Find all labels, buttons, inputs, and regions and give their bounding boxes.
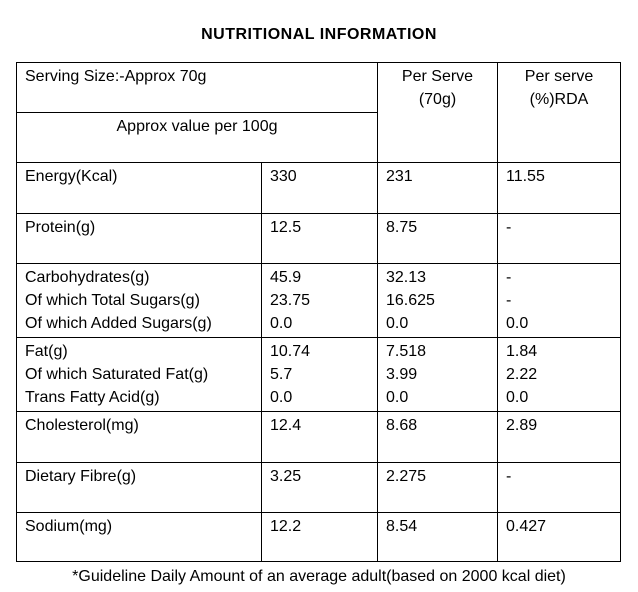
cell-line: Per serve: [524, 68, 594, 85]
per-100g-value-cell: [262, 214, 378, 264]
row-label-cell: [17, 264, 262, 338]
table-row-sodium: [17, 513, 621, 562]
cell-line: 0.0: [506, 389, 529, 406]
row-label-cell: [17, 513, 262, 562]
cell-line: -: [506, 292, 512, 309]
header-row-1: [17, 63, 621, 113]
cell-line: 330: [270, 168, 297, 185]
cell-line: -: [506, 468, 512, 485]
per-serve-value-cell: [378, 163, 498, 214]
rda-value-cell: [498, 163, 621, 214]
guideline-footnote: *Guideline Daily Amount of an average adult(based on 2000 kcal diet): [72, 568, 566, 585]
table-row-protein: [17, 214, 621, 264]
per-100g-value-cell: [262, 163, 378, 214]
nutrition-table: [16, 62, 621, 562]
table-row-energy: [17, 163, 621, 214]
per-serve-value-cell: [378, 264, 498, 338]
cell-line: Cholesterol(mg): [25, 417, 139, 434]
cell-line: 0.0: [386, 389, 409, 406]
cell-line: 8.68: [386, 417, 418, 434]
rda-value-cell: [498, 338, 621, 412]
per-serve-value-cell: [378, 214, 498, 264]
table-row-cholesterol: [17, 412, 621, 463]
rda-value-cell: [498, 513, 621, 562]
cell-line: 12.2: [270, 518, 302, 535]
cell-line: 0.0: [506, 315, 529, 332]
cell-line: 0.427: [506, 518, 547, 535]
per-100g-value-cell: [262, 463, 378, 513]
cell-line: 2.22: [506, 366, 538, 383]
table-row-carbohydrates: [17, 264, 621, 338]
rda-value-cell: [498, 463, 621, 513]
cell-line: Carbohydrates(g): [25, 269, 150, 286]
cell-line: Energy(Kcal): [25, 168, 118, 185]
cell-line: -: [506, 219, 512, 236]
cell-line: 5.7: [270, 366, 293, 383]
page-title: NUTRITIONAL INFORMATION: [201, 26, 437, 43]
cell-line: Of which Saturated Fat(g): [25, 366, 209, 383]
cell-line: 10.74: [270, 343, 311, 360]
row-label-cell: [17, 412, 262, 463]
per-serve-value-cell: [378, 412, 498, 463]
cell-line: 12.4: [270, 417, 302, 434]
cell-line: 8.75: [386, 219, 418, 236]
approx-value-header-cell: Approx value per 100g: [17, 113, 378, 163]
cell-line: 2.89: [506, 417, 538, 434]
table-row-dietary-fibre: [17, 463, 621, 513]
cell-line: Of which Added Sugars(g): [25, 315, 212, 332]
per-100g-value-cell: [262, 264, 378, 338]
cell-line: 45.9: [270, 269, 302, 286]
per-serve-value-cell: [378, 463, 498, 513]
per-serve-rda-header-cell: [498, 63, 621, 163]
rda-value-cell: [498, 412, 621, 463]
table-row-fat: [17, 338, 621, 412]
cell-line: 16.625: [386, 292, 435, 309]
cell-line: 11.55: [506, 168, 545, 185]
cell-line: 8.54: [386, 518, 418, 535]
per-serve-header-cell: [378, 63, 498, 163]
cell-line: 0.0: [386, 315, 409, 332]
per-serve-value-cell: [378, 338, 498, 412]
cell-line: 0.0: [270, 389, 293, 406]
cell-line: 231: [386, 168, 413, 185]
rda-value-cell: [498, 214, 621, 264]
cell-line: Per Serve: [401, 68, 474, 85]
cell-line: 1.84: [506, 343, 538, 360]
cell-line: 3.99: [386, 366, 418, 383]
cell-line: 12.5: [270, 219, 302, 236]
cell-line: (70g): [418, 91, 457, 108]
per-100g-value-cell: [262, 338, 378, 412]
row-label-cell: [17, 463, 262, 513]
cell-line: 7.518: [386, 343, 427, 360]
cell-line: 32.13: [386, 269, 427, 286]
cell-line: Trans Fatty Acid(g): [25, 389, 160, 406]
cell-line: Sodium(mg): [25, 518, 113, 535]
cell-line: 2.275: [386, 468, 427, 485]
cell-line: 0.0: [270, 315, 293, 332]
cell-line: Of which Total Sugars(g): [25, 292, 200, 309]
cell-line: Protein(g): [25, 219, 96, 236]
row-label-cell: [17, 163, 262, 214]
cell-line: (%)RDA: [529, 91, 589, 108]
cell-line: 23.75: [270, 292, 311, 309]
cell-line: -: [506, 269, 512, 286]
cell-line: Fat(g): [25, 343, 68, 360]
cell-line: Dietary Fibre(g): [25, 468, 137, 485]
per-serve-value-cell: [378, 513, 498, 562]
per-100g-value-cell: [262, 513, 378, 562]
row-label-cell: [17, 338, 262, 412]
cell-line: 3.25: [270, 468, 302, 485]
serving-size-cell: Serving Size:-Approx 70g: [17, 63, 378, 113]
nutrition-label-page: [0, 25, 638, 592]
row-label-cell: [17, 214, 262, 264]
rda-value-cell: [498, 264, 621, 338]
per-100g-value-cell: [262, 412, 378, 463]
